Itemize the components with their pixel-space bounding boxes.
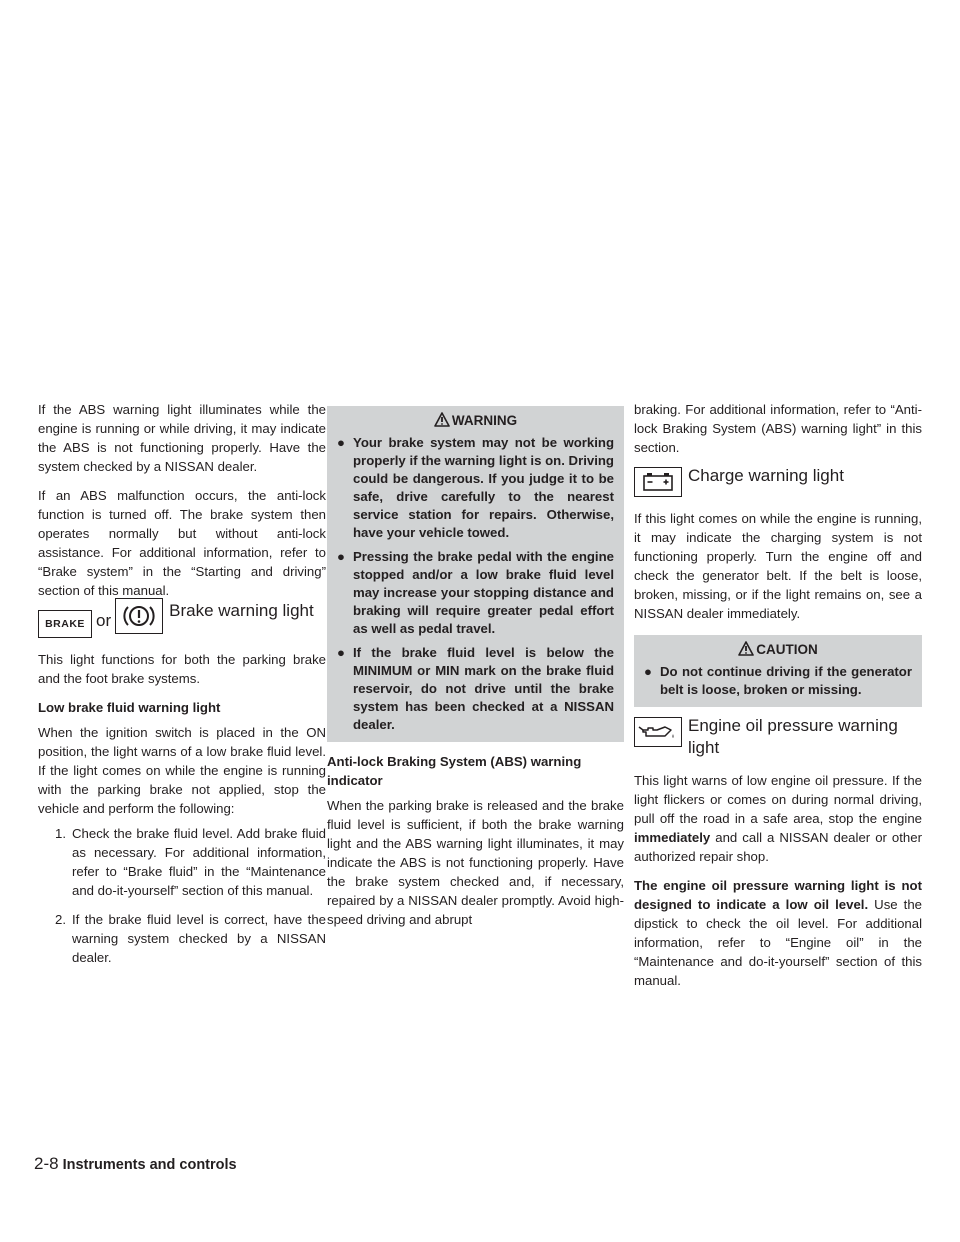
warning-text: Pressing the brake pedal with the engine stopped and/or a low brake fluid level may increase your stopping distance and braking will require greater pedal effort as well as pedal travel. (353, 549, 614, 636)
section-title: Instruments and controls (62, 1157, 237, 1173)
oil-can-icon (634, 717, 682, 747)
abs-indicator-paragraph: When the parking brake is released and the brake fluid level is sufficient, if both the brake warning light and the ABS warning light illuminates, it may indicate the ABS is not functioning properly. Have the brake system checked and, if necessary, repaired by a NISSAN dealer promptly. Avoid high-speed driving and abrupt (327, 798, 624, 927)
caution-box (634, 635, 922, 707)
oil-paragraph (634, 771, 922, 866)
warning-text: If the brake fluid level is below the MINIMUM or MIN mark on the brake fluid reservoir, do not drive until the brake system has been checked at a NISSAN dealer. (353, 645, 614, 732)
oil-text: and call a NISSAN dealer or other authorized repair shop. (634, 830, 922, 864)
warning-item (337, 644, 614, 734)
caution-text: Do not continue driving if the generator belt is loose, broken or missing. (660, 664, 912, 697)
brake-circle-icon (115, 598, 163, 634)
step-text: Check the brake fluid level. Add brake fluid as necessary. For additional information, refer to “Brake fluid” in the “Maintenance and do-it-yourself” section of this manual. (72, 826, 326, 898)
column-middle (327, 400, 624, 939)
warning-triangle-icon (434, 412, 450, 427)
caution-triangle-icon (738, 641, 754, 656)
brake-function-paragraph: This light functions for both the parking brake and the foot brake systems. (38, 652, 326, 686)
abs-indicator-heading: Anti-lock Braking System (ABS) warning indicator (327, 754, 582, 788)
step-number: 1. (55, 826, 66, 841)
charge-paragraph: If this light comes on while the engine is running, it may indicate the charging system is not functioning properly. Turn the engine off and check the generator belt. If the belt is loose, broken, missing, or if the light remains on, see a NISSAN dealer immediately. (634, 511, 922, 621)
step-text: If the brake fluid level is correct, have the warning system checked by a NISSAN dealer. (72, 912, 326, 965)
bullet-icon: ● (644, 664, 652, 679)
step-number: 2. (55, 912, 66, 927)
low-fluid-paragraph: When the ignition switch is placed in the ON position, the light warns of a low brake fluid level. If the light comes on while the engine is running with the parking brake not applied, stop the vehicle and perform the following: (38, 725, 326, 816)
caution-item (644, 663, 912, 699)
oil-text: This light warns of low engine oil pressure. If the light flickers or comes on during normal driving, pull off the road in a safe area, stop the engine (634, 773, 922, 826)
caution-title: CAUTION (756, 642, 818, 657)
brake-warning-heading (38, 601, 326, 638)
caution-heading (644, 641, 912, 659)
battery-icon (634, 467, 682, 497)
abs-malfunction-paragraph: If an ABS malfunction occurs, the anti-lock function is turned off. The brake system then operates normally but without anti-lock assistance. For additional information, refer to “Brake system” in the “Starting and driving” section of this manual. (38, 488, 326, 598)
oil-warning-heading (634, 717, 922, 759)
abs-paragraph: If the ABS warning light illuminates while the engine is running or while driving, it may indicate the ABS is not functioning properly. Have the system checked by a NISSAN dealer. (38, 402, 326, 474)
step-2 (38, 910, 326, 967)
warning-text: Your brake system may not be working properly if the warning light is on. Driving could be dangerous. If you judge it to be safe, drive carefully to the nearest service station for repairs. Otherwise, have your vehicle towed. (353, 435, 614, 540)
brake-warning-title: Brake warning light (169, 601, 314, 620)
warning-box (327, 406, 624, 742)
charge-warning-heading (634, 467, 922, 497)
or-text: or (96, 611, 112, 630)
warning-item (337, 548, 614, 638)
bullet-icon: ● (337, 435, 345, 450)
low-fluid-heading: Low brake fluid warning light (38, 700, 221, 715)
oil-text-bold: immediately (634, 830, 711, 845)
bullet-icon: ● (337, 549, 345, 564)
column-left (38, 400, 326, 977)
column-right (634, 400, 922, 1000)
step-1 (38, 824, 326, 900)
oil-level-bold: The engine oil pressure warning light is not designed to indicate a low oil level. (634, 878, 922, 912)
warning-heading (337, 412, 614, 430)
bullet-icon: ● (337, 645, 345, 660)
brake-icon-label: BRAKE (45, 618, 85, 630)
page-number: 2-8 (34, 1154, 59, 1173)
brake-text-icon (38, 610, 92, 638)
warning-item (337, 434, 614, 542)
page-footer (34, 1154, 237, 1174)
oil-level-paragraph (634, 876, 922, 990)
charge-warning-title: Charge warning light (688, 466, 844, 485)
warning-title: WARNING (451, 413, 518, 428)
oil-warning-title: Engine oil pressure warning light (688, 716, 898, 757)
abs-continued-paragraph: braking. For additional information, refer to “Anti-lock Braking System (ABS) warning light” in this section. (634, 402, 922, 455)
oil-level-text: Use the dipstick to check the oil level. For additional information, refer to “Engine oil” in the “Maintenance and do-it-yourself” section of this manual. (634, 897, 922, 988)
